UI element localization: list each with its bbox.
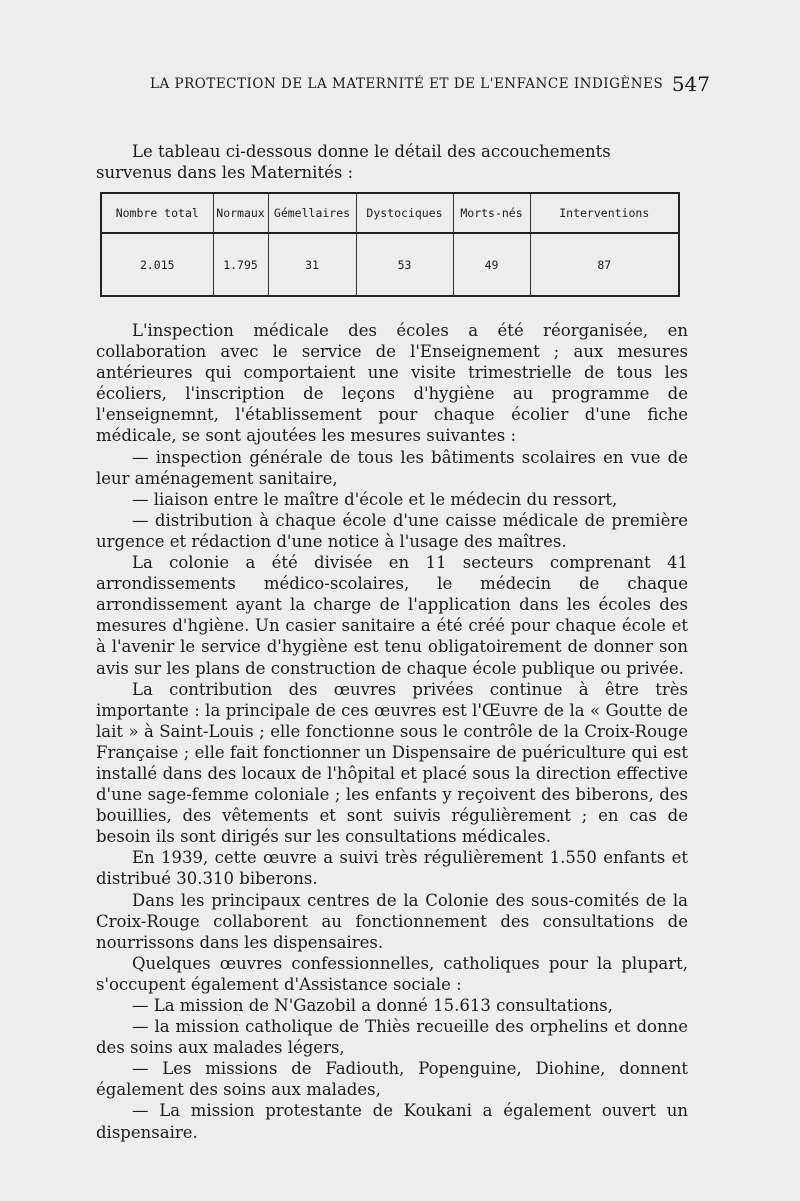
header-cell-morts-nes: Morts-nés	[453, 194, 530, 233]
body-text	[96, 320, 688, 1143]
list-item: — La mission protestante de Koukani a également ouvert un dispensaire.	[96, 1101, 688, 1142]
page-number: 547	[671, 72, 710, 96]
deliveries-table	[100, 192, 680, 297]
header-cell-total: Nombre total	[102, 194, 213, 233]
value-cell-dystociques: 53	[356, 233, 453, 295]
value-cell-interventions: 87	[530, 233, 678, 295]
paragraph-1939: En 1939, cette œuvre a suivi très régulièrement 1.550 enfants et distribué 30.310 biberons.	[96, 848, 688, 889]
list-item: — Les missions de Fadiouth, Popenguine, Diohine, donnent également des soins aux malades,	[96, 1059, 688, 1100]
header-cell-interventions: Interventions	[530, 194, 678, 233]
header-cell-gemellaires: Gémellaires	[268, 194, 356, 233]
intro-paragraph: Le tableau ci-dessous donne le détail des accouchements survenus dans les Maternités :	[96, 141, 611, 182]
paragraph-private-works: La contribution des œuvres privées continue à être très importante : la principale de ces œuvres est l'Œuvre de la « Goutte de lait » à Saint-Louis ; elle fonctionne sous le contrôle de la Croix-Rouge Française ; elle fait fonctionner un Dispensaire de puériculture qui est installé dans des locaux de l'hôpital et placé sous la direction effective d'une sage-femme coloniale ; les enfants y reçoivent des biberons, des bouillies, des vêtements et sont suivis régulièrement ; en cas de besoin ils sont dirigés sur les consultations médicales.	[96, 679, 688, 847]
list-item: — la mission catholique de Thiès recueille des orphelins et donne des soins aux malades légers,	[96, 1017, 688, 1058]
value-cell-morts-nes: 49	[453, 233, 530, 295]
paragraph-red-cross: Dans les principaux centres de la Colonie des sous-comités de la Croix-Rouge collaborent au fonctionnement des consultations de nourrissons dans les dispensaires.	[96, 890, 688, 952]
list-item: — distribution à chaque école d'une caisse médicale de première urgence et rédaction d'une notice à l'usage des maîtres.	[96, 510, 688, 551]
list-item: — inspection générale de tous les bâtiments scolaires en vue de leur aménagement sanitaire,	[96, 447, 688, 488]
paragraph-sectors: La colonie a été divisée en 11 secteurs comprenant 41 arrondissements médico-scolaires, le médecin de chaque arrondissement ayant la charge de l'application dans les écoles des mesures d'hgiène. Un casier sanitaire a été créé pour chaque école et à l'avenir le service d'hygiène est tenu obligatoirement de donner son avis sur les plans de construction de chaque école publique ou privée.	[96, 553, 688, 678]
paragraph-school-inspection: L'inspection médicale des écoles a été réorganisée, en collaboration avec le service de l'Enseignement ; aux mesures antérieures qui comportaient une visite trimestrielle de tous les écoliers, l'inscription de leçons d'hygiène au programme de l'enseignemnt, l'établissement pour chaque écolier d'une fiche médicale, se sont ajoutées les mesures suivantes :	[96, 321, 688, 446]
header-cell-dystociques: Dystociques	[356, 194, 453, 233]
list-item: — La mission de N'Gazobil a donné 15.613 consultations,	[132, 996, 613, 1015]
value-cell-total: 2.015	[139, 257, 175, 272]
running-title: LA PROTECTION DE LA MATERNITÉ ET DE L'ENFANCE INDIGÈNES	[150, 76, 664, 92]
value-cell-gemellaires: 31	[268, 233, 356, 295]
running-header	[150, 72, 710, 96]
value-cell-normaux: 1.795	[213, 233, 268, 295]
header-cell-normaux: Normaux	[213, 194, 268, 233]
list-item: — liaison entre le maître d'école et le médecin du ressort,	[132, 489, 618, 509]
paragraph-religious-works: Quelques œuvres confessionnelles, catholiques pour la plupart, s'occupent également d'Assistance sociale :	[96, 953, 688, 994]
